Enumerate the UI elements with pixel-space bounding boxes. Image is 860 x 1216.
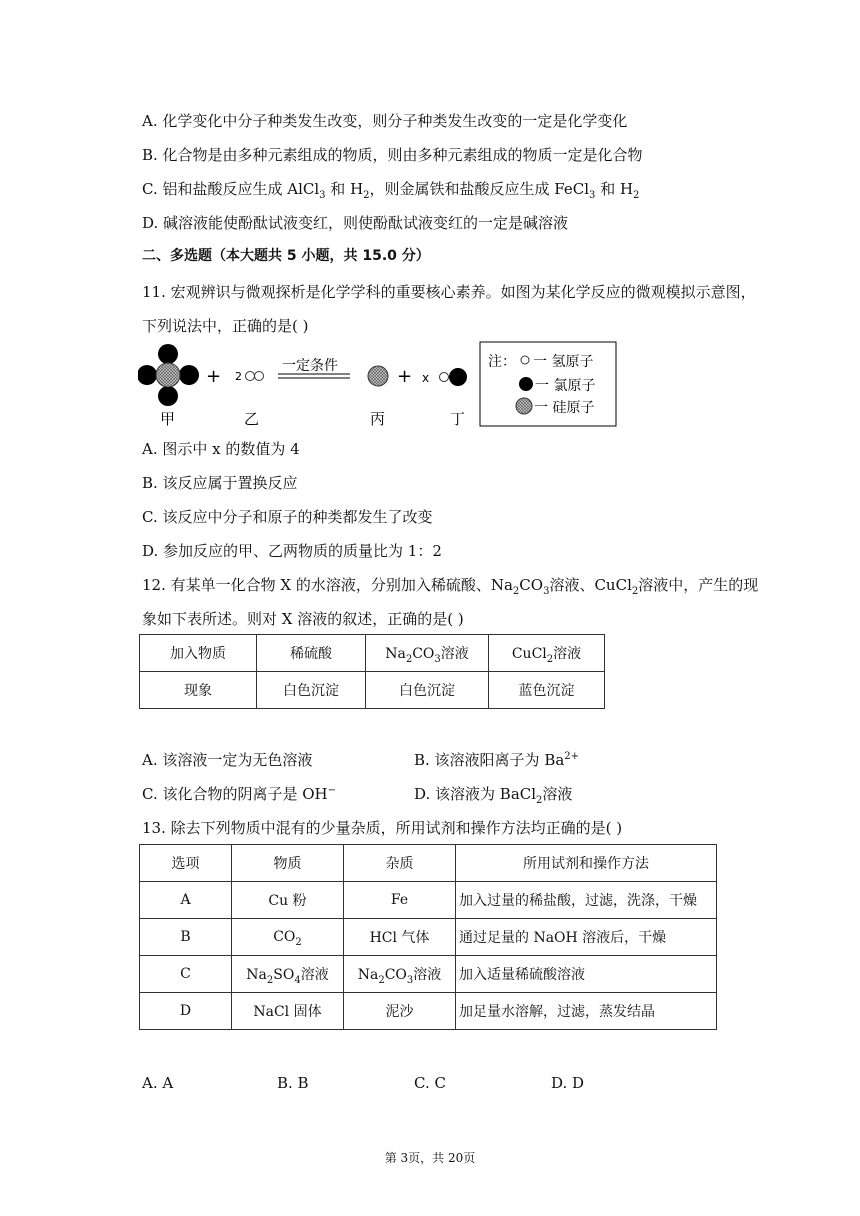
q11-stem-line2: 下列说法中，正确的是( ): [142, 317, 309, 335]
molecule-ding-icon: [440, 368, 468, 386]
table-cell: NaCl 固体: [232, 993, 344, 1030]
table-cell: 泥沙: [344, 993, 456, 1030]
plus-sign-2: +: [397, 366, 413, 387]
table-header: 选项: [140, 845, 232, 882]
table-cell: $Na_2CO_3$溶液: [344, 956, 456, 993]
silicon-atom-icon: [516, 398, 532, 414]
chlorine-atom-icon: [519, 377, 533, 391]
q12-option-c: C. 该化合物的阴离子是 OH−: [142, 785, 337, 803]
table-cell: C: [140, 956, 232, 993]
q13-answer-a: A. A: [142, 1074, 174, 1092]
table-cell: $CO_2$: [232, 919, 344, 956]
table-cell: D: [140, 993, 232, 1030]
molecule-yi-icon: [246, 372, 264, 381]
q12-option-a: A. 该溶液一定为无色溶液: [142, 751, 313, 769]
table-cell: HCl 气体: [344, 919, 456, 956]
q13-answer-b: B. B: [277, 1074, 309, 1092]
table-cell: 蓝色沉淀: [489, 672, 605, 709]
page-footer: 第 3页，共 20页: [384, 1151, 476, 1165]
coefficient-2: 2: [235, 370, 242, 383]
q13-table: [139, 844, 717, 1030]
q11-option-a: A. 图示中 x 的数值为 4: [142, 440, 300, 458]
table-row: [140, 672, 605, 709]
table-cell: 加入适量稀硫酸溶液: [456, 956, 717, 993]
reaction-diagram: [138, 340, 628, 430]
q12-stem-line1: 12. 有某单一化合物 X 的水溶液，分别加入稀硫酸、$Na_2CO_3$溶液、CuCl$_2$溶液中，产生的现: [142, 576, 759, 597]
table-cell: 加入物质: [140, 635, 257, 672]
q11-option-d: D. 参加反应的甲、乙两物质的质量比为 1：2: [142, 542, 442, 560]
table-cell: 加足量水溶解，过滤，蒸发结晶: [456, 993, 717, 1030]
table-row: [140, 635, 605, 672]
q10-option-c: C. 铝和盐酸反应生成 AlCl$_3$ 和 $H_2$，则金属铁和盐酸反应生成 FeCl$_3$ 和 $H_2$: [142, 180, 640, 201]
table-header: 所用试剂和操作方法: [456, 845, 717, 882]
legend-silicon: 一 硅原子: [534, 400, 595, 416]
table-cell: 通过足量的 NaOH 溶液后，干燥: [456, 919, 717, 956]
q13-stem: 13. 除去下列物质中混有的少量杂质，所用试剂和操作方法均正确的是( ): [142, 819, 623, 837]
q10-option-d: D. 碱溶液能使酚酞试液变红，则使酚酞试液变红的一定是碱溶液: [142, 214, 569, 232]
table-cell: Fe: [344, 882, 456, 919]
q12-option-b: B. 该溶液阳离子为 $Ba^{2+}$: [414, 751, 580, 769]
q12-table: [139, 634, 605, 709]
legend-hydrogen: 一 氢原子: [533, 354, 594, 370]
table-cell: CuCl$_2$溶液: [489, 635, 605, 672]
reaction-condition: 一定条件: [282, 358, 338, 374]
table-row: [140, 993, 717, 1030]
table-row: [140, 845, 717, 882]
q11-option-c: C. 该反应中分子和原子的种类都发生了改变: [142, 508, 433, 526]
table-row: [140, 919, 717, 956]
table-cell: $Na_2SO_4$溶液: [232, 956, 344, 993]
table-cell: 白色沉淀: [366, 672, 489, 709]
legend-chlorine: 一 氯原子: [535, 378, 596, 394]
table-cell: B: [140, 919, 232, 956]
plus-sign: +: [206, 366, 222, 387]
coefficient-x: x: [422, 371, 430, 385]
q13-answer-c: C. C: [414, 1074, 446, 1092]
table-cell: 白色沉淀: [257, 672, 366, 709]
table-row: [140, 956, 717, 993]
label-ding: 丁: [450, 410, 466, 428]
table-cell: 加入过量的稀盐酸，过滤，洗涤，干燥: [456, 882, 717, 919]
q10-option-b: B. 化合物是由多种元素组成的物质，则由多种元素组成的物质一定是化合物: [142, 146, 643, 164]
q12-option-d: D. 该溶液为 BaCl$_2$溶液: [414, 785, 573, 806]
molecule-jia-icon: [138, 344, 199, 406]
label-jia: 甲: [160, 410, 176, 428]
q11-stem-line1: 11. 宏观辨识与微观探析是化学学科的重要核心素养。如图为某化学反应的微观模拟示意图，: [142, 283, 756, 301]
hydrogen-atom-icon: [521, 356, 529, 364]
q13-answer-d: D. D: [551, 1074, 585, 1092]
table-cell: $Na_2CO_3$溶液: [366, 635, 489, 672]
q12-stem-line2: 象如下表所述。则对 X 溶液的叙述，正确的是( ): [142, 610, 464, 628]
molecule-bing-icon: [368, 366, 388, 386]
table-header: 物质: [232, 845, 344, 882]
table-cell: 稀硫酸: [257, 635, 366, 672]
table-cell: Cu 粉: [232, 882, 344, 919]
label-bing: 丙: [370, 410, 386, 428]
table-header: 杂质: [344, 845, 456, 882]
q10-option-a: A. 化学变化中分子种类发生改变，则分子种类发生改变的一定是化学变化: [142, 112, 628, 130]
table-cell: 现象: [140, 672, 257, 709]
legend-title: 注：: [488, 354, 516, 370]
table-row: [140, 882, 717, 919]
section-heading-multi-choice: 二、多选题（本大题共 5 小题，共 15.0 分）: [142, 248, 430, 264]
q11-option-b: B. 该反应属于置换反应: [142, 474, 298, 492]
label-yi: 乙: [244, 410, 260, 428]
table-cell: A: [140, 882, 232, 919]
